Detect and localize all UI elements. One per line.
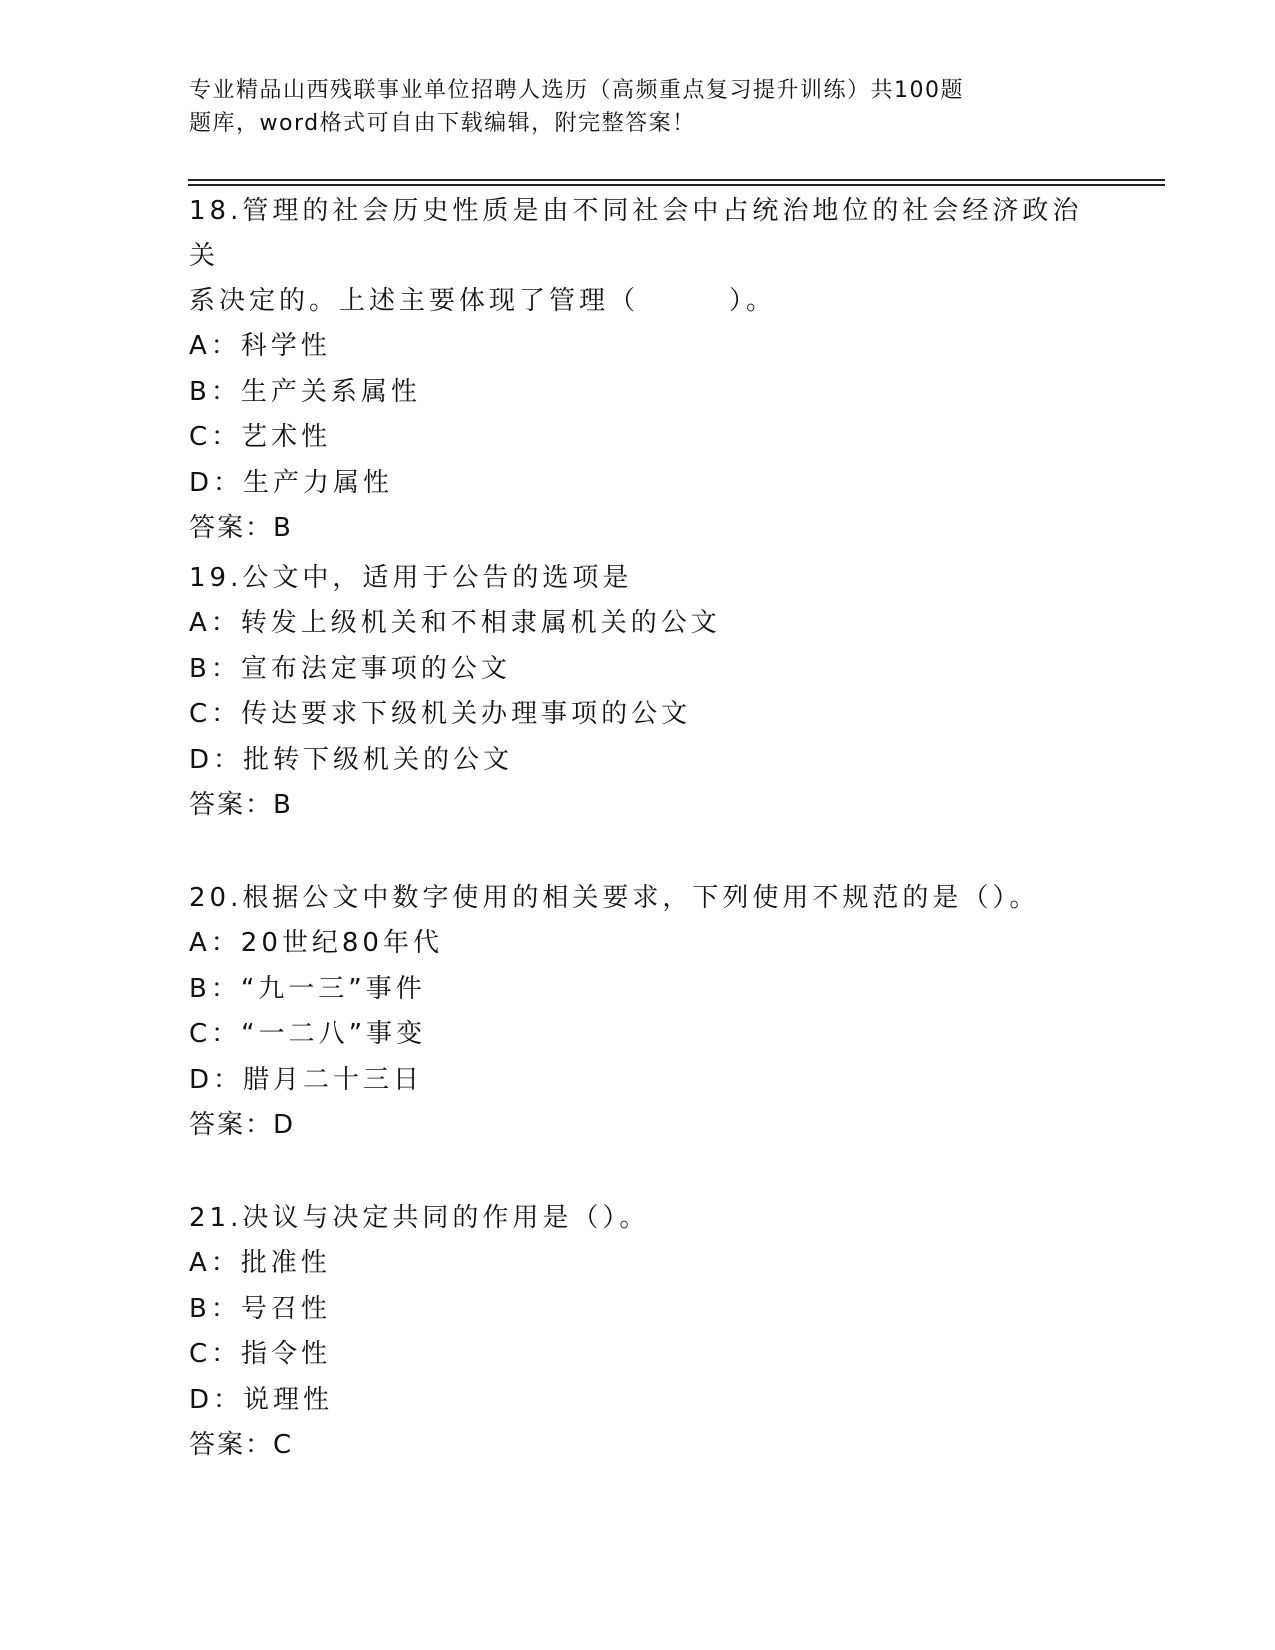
option-d: D：腊月二十三日 [189,1064,424,1095]
question-stem: 20.根据公文中数字使用的相关要求，下列使用不规范的是（）。 [189,883,1040,913]
option-b: B：生产关系属性 [189,376,421,407]
option-b: B：“九一三”事件 [189,973,426,1004]
option-a: A：20世纪80年代 [189,928,443,958]
answer: 答案：B [189,513,293,543]
option-d: D：生产力属性 [189,467,394,498]
document-header [189,74,1029,140]
answer: 答案：D [189,1110,296,1140]
header-line-1: 专业精品山西残联事业单位招聘人选历（高频重点复习提升训练）共100题 [189,78,964,103]
option-c: C：指令性 [189,1339,332,1369]
question-21 [189,1196,1089,1468]
option-a: A：科学性 [189,331,331,361]
header-divider-top [188,179,1165,181]
question-18 [189,189,1089,551]
option-d: D：批转下级机关的公文 [189,744,514,775]
option-c: C：“一二八”事变 [189,1019,427,1049]
header-divider-bottom [188,184,1165,186]
answer: 答案：B [189,790,293,820]
option-a: A：转发上级机关和不相隶属机关的公文 [189,608,721,638]
question-19 [189,556,1089,828]
question-stem-continued: 系决定的。上述主要体现了管理（ ）。 [189,286,777,316]
option-c: C：艺术性 [189,422,332,452]
option-b: B：号召性 [189,1293,331,1324]
question-stem: 21.决议与决定共同的作用是（）。 [189,1203,650,1233]
option-c: C：传达要求下级机关办理事项的公文 [189,699,692,729]
question-20 [189,876,1089,1148]
question-stem: 19.公文中，适用于公告的选项是 [189,563,633,593]
header-line-2: 题库，word格式可自由下载编辑，附完整答案！ [189,111,696,136]
option-a: A：批准性 [189,1248,331,1278]
option-d: D：说理性 [189,1384,334,1415]
question-stem: 18.管理的社会历史性质是由不同社会中占统治地位的社会经济政治关 [189,196,1083,271]
option-b: B：宣布法定事项的公文 [189,653,511,684]
answer: 答案：C [189,1430,294,1460]
